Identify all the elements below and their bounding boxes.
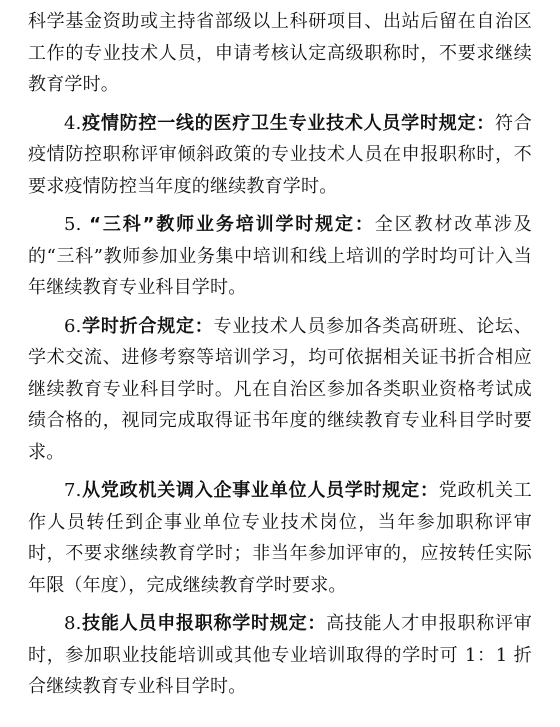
paragraph-continuation <box>28 6 532 101</box>
item-body: 党政机关工作人员转任到企事业单位专业技术岗位，当年参加职称评审时，不要求继续教育学时；非当年参加评审的，应按转任实际年限（年度），完成继续教育学时要求。 <box>28 480 532 596</box>
item-heading: 疫情防控一线的医疗卫生专业技术人员学时规定： <box>81 112 496 134</box>
item-number: 6. <box>64 315 82 337</box>
item-heading: 学时折合规定： <box>81 315 214 337</box>
item-number: 7. <box>64 480 82 501</box>
item-body: 专业技术人员参加各类高研班、论坛、学术交流、进修考察等培训学习，均可依据相关证书折合相应继续教育专业科目学时。凡在自治区参加各类职业资格考试成绩合格的，视同完成取得证书年度的继续教育专业科目学时要求。 <box>28 315 532 463</box>
item-heading: 从党政机关调入企事业单位人员学时规定： <box>81 480 439 501</box>
item-number: 5. <box>64 214 90 235</box>
paragraph-item-4 <box>28 108 532 203</box>
item-number: 4. <box>64 112 82 134</box>
item-heading: 技能人员申报职称学时规定： <box>81 613 327 634</box>
paragraph-body: 科学基金资助或主持省部级以上科研项目、出站后留在自治区工作的专业技术人员，申请考核认定高级职称时，不要求继续教育学时。 <box>28 11 532 95</box>
item-body: 高技能人才申报职称评审时，参加职业技能培训或其他专业培训取得的学时可 1：1 折合继续教育专业科目学时。 <box>28 613 532 697</box>
paragraph-item-6 <box>28 311 532 469</box>
item-body: 符合疫情防控职称评审倾斜政策的专业技术人员在申报职称时，不要求疫情防控当年度的继续教育学时。 <box>28 112 532 197</box>
paragraph-item-7 <box>28 475 532 601</box>
paragraph-item-5 <box>28 209 532 304</box>
paragraph-item-8 <box>28 608 532 703</box>
item-number: 8. <box>64 613 82 634</box>
item-heading: “三科”教师业务培训学时规定： <box>89 214 375 235</box>
item-body: 全区教材改革涉及的“三科”教师参加业务集中培训和线上培训的学时均可计入当年继续教育专业科目学时。 <box>28 214 532 298</box>
